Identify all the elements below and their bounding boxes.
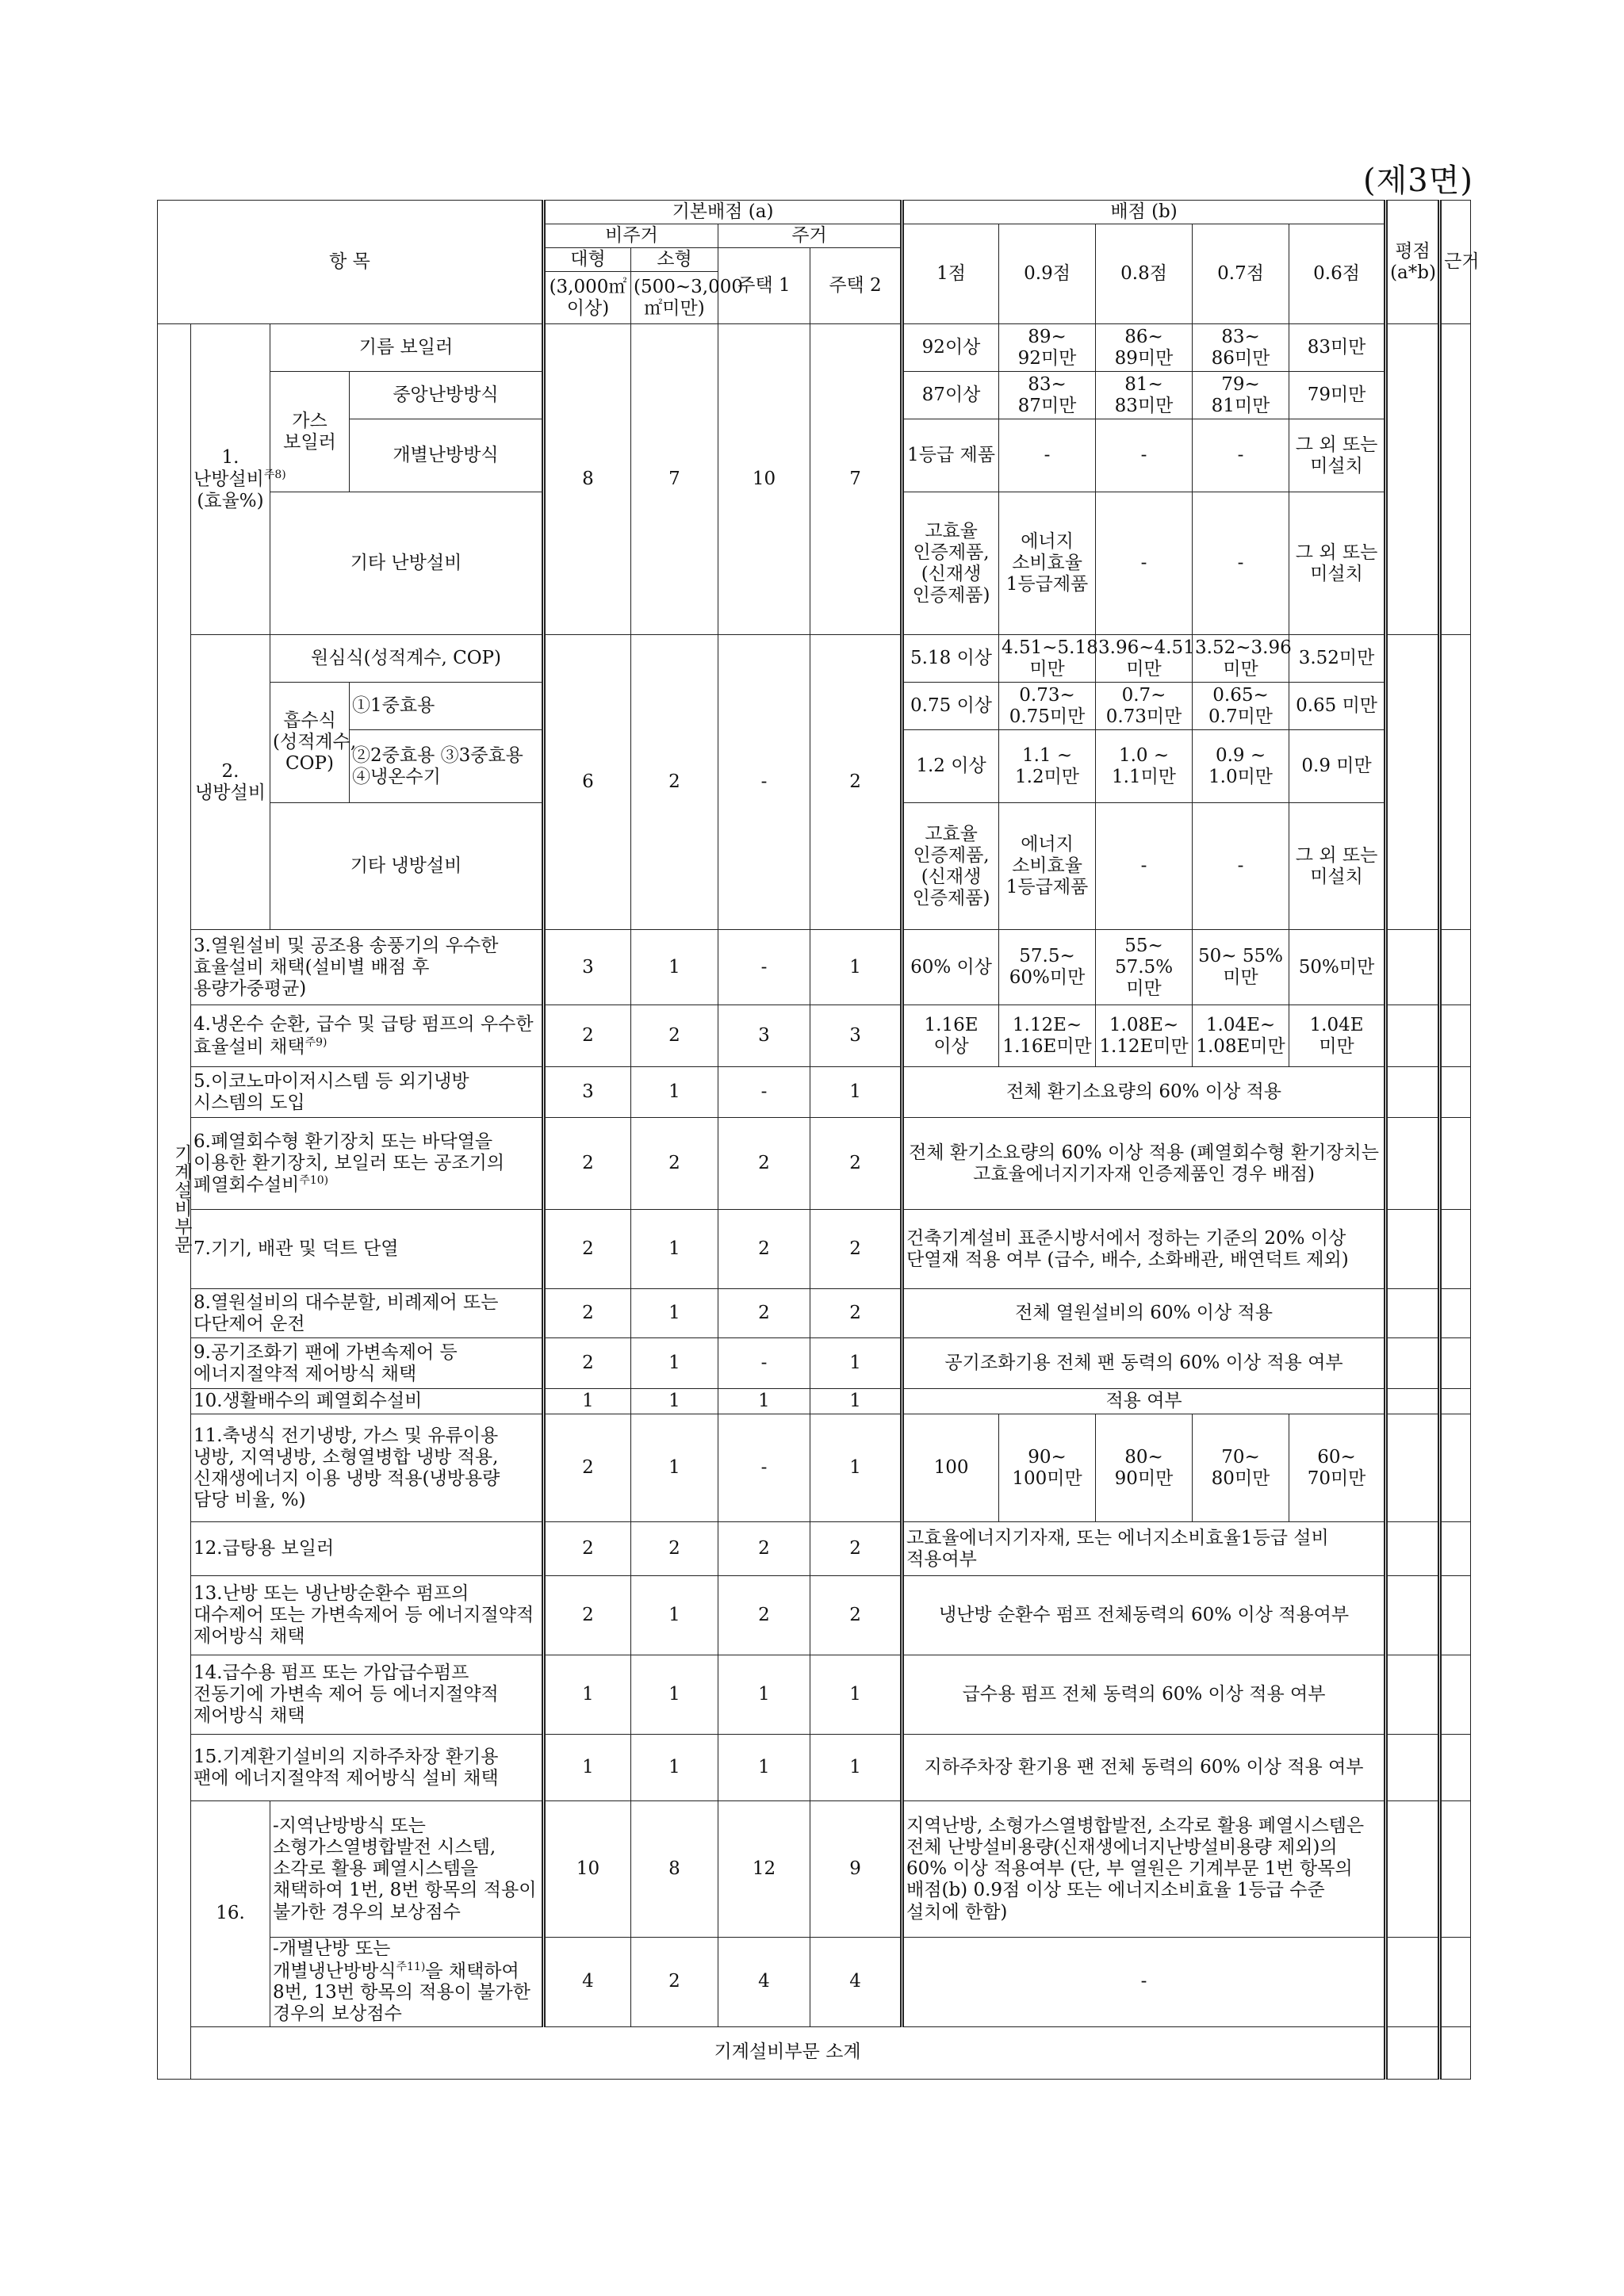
row2-centrifugal-b3: 3.96~4.51 미만: [1096, 635, 1193, 683]
row3-a-large: 3: [544, 930, 631, 1005]
row5-rating[interactable]: [1386, 1067, 1440, 1118]
row2-single-b1: 0.75 이상: [902, 683, 999, 730]
row16a-a-small: 8: [631, 1801, 718, 1938]
row10-label: 10.생활배수의 폐열회수설비: [191, 1389, 544, 1414]
row1-a-small: 7: [631, 324, 718, 635]
row15-a-house2: 1: [810, 1735, 902, 1801]
row4-b3: 1.08E~ 1.12E미만: [1096, 1005, 1193, 1067]
row4-a-large: 2: [544, 1005, 631, 1067]
row8-basis[interactable]: [1440, 1289, 1471, 1338]
row2-single-b4: 0.65~ 0.7미만: [1193, 683, 1289, 730]
row6-basis[interactable]: [1440, 1118, 1471, 1210]
row9-a-small: 1: [631, 1338, 718, 1389]
row16a-criteria: 지역난방, 소형가스열병합발전, 소각로 활용 폐열시스템은 전체 난방설비용량(신재생에너지난방설비용량 제외)의 60% 이상 적용여부 (단, 부 열원은 기계부문 1번 항목의 배점(b) 0.9점 이상 또는 에너지소비효율 1등급 수준 설치에 한함): [902, 1801, 1386, 1938]
row2-multi-b5: 0.9 미만: [1289, 730, 1386, 803]
row12-rating[interactable]: [1386, 1522, 1440, 1576]
row15-basis[interactable]: [1440, 1735, 1471, 1801]
row2-a-small: 2: [631, 635, 718, 930]
row1-oil-boiler: 기름 보일러: [270, 324, 544, 372]
row16b-a-house1: 4: [718, 1938, 810, 2026]
row1-basis[interactable]: [1440, 324, 1471, 635]
row5-criteria: 전체 환기소요량의 60% 이상 적용: [902, 1067, 1386, 1118]
row16a-a-large: 10: [544, 1801, 631, 1938]
row15-criteria: 지하주차장 환기용 팬 전체 동력의 60% 이상 적용 여부: [902, 1735, 1386, 1801]
row13-a-large: 2: [544, 1576, 631, 1655]
row6-rating[interactable]: [1386, 1118, 1440, 1210]
row8-criteria: 전체 열원설비의 60% 이상 적용: [902, 1289, 1386, 1338]
row3-b2: 57.5~ 60%미만: [999, 930, 1096, 1005]
row4-a-small: 2: [631, 1005, 718, 1067]
row5-basis[interactable]: [1440, 1067, 1471, 1118]
row6-a-house2: 2: [810, 1118, 902, 1210]
row8-rating[interactable]: [1386, 1289, 1440, 1338]
row1-oil-b5: 83미만: [1289, 324, 1386, 372]
row7-label: 7.기기, 배관 및 덕트 단열: [191, 1210, 544, 1289]
row2-multi-b1: 1.2 이상: [902, 730, 999, 803]
row5-a-house1: -: [718, 1067, 810, 1118]
row12-a-house1: 2: [718, 1522, 810, 1576]
row11-b5: 60~ 70미만: [1289, 1414, 1386, 1522]
row1-label: 1.난방설비$^{주8)}$ (효율%): [191, 324, 270, 635]
row9-a-house1: -: [718, 1338, 810, 1389]
row13-basis[interactable]: [1440, 1576, 1471, 1655]
row11-b1: 100: [902, 1414, 999, 1522]
row16b-criteria: -: [902, 1938, 1386, 2026]
row15-rating[interactable]: [1386, 1735, 1440, 1801]
row11-rating[interactable]: [1386, 1414, 1440, 1522]
row7-rating[interactable]: [1386, 1210, 1440, 1289]
row1-a-house2: 7: [810, 324, 902, 635]
row2-centrifugal-b4: 3.52~3.96 미만: [1193, 635, 1289, 683]
row2-other-b1: 고효율 인증제품, (신재생 인증제품): [902, 803, 999, 930]
row16a-a-house1: 12: [718, 1801, 810, 1938]
subtotal-basis[interactable]: [1440, 2026, 1471, 2079]
row1-central-b2: 83~ 87미만: [999, 372, 1096, 419]
header-score-b: 배점 (b): [902, 201, 1386, 224]
row16a-rating[interactable]: [1386, 1801, 1440, 1938]
row13-label: 13.난방 또는 냉난방순환수 펌프의 대수제어 또는 가변속제어 등 에너지절약적 제어방식 채택: [191, 1576, 544, 1655]
row9-rating[interactable]: [1386, 1338, 1440, 1389]
row2-label: 2.냉방설비: [191, 635, 270, 930]
row1-other-b2: 에너지 소비효율 1등급제품: [999, 492, 1096, 635]
row3-a-house1: -: [718, 930, 810, 1005]
row4-b2: 1.12E~ 1.16E미만: [999, 1005, 1096, 1067]
row1-individual-b1: 1등급 제품: [902, 419, 999, 492]
row12-a-large: 2: [544, 1522, 631, 1576]
row1-central: 중앙난방방식: [350, 372, 544, 419]
row1-central-b5: 79미만: [1289, 372, 1386, 419]
row2-other-b3: -: [1096, 803, 1193, 930]
row7-a-small: 1: [631, 1210, 718, 1289]
header-item: 항 목: [158, 201, 544, 324]
row2-single-b3: 0.7~ 0.73미만: [1096, 683, 1193, 730]
row2-other-b2: 에너지 소비효율 1등급제품: [999, 803, 1096, 930]
row1-gas-boiler: 가스 보일러: [270, 372, 350, 492]
row2-multi-b3: 1.0 ~ 1.1미만: [1096, 730, 1193, 803]
row14-rating[interactable]: [1386, 1655, 1440, 1735]
row2-other-b5: 그 외 또는 미설치: [1289, 803, 1386, 930]
header-large-sub: (3,000㎡ 이상): [544, 272, 631, 324]
row12-a-house2: 2: [810, 1522, 902, 1576]
row8-a-house2: 2: [810, 1289, 902, 1338]
row5-label: 5.이코노마이저시스템 등 외기냉방 시스템의 도입: [191, 1067, 544, 1118]
row1-individual-b5: 그 외 또는 미설치: [1289, 419, 1386, 492]
row13-a-small: 1: [631, 1576, 718, 1655]
row2-other: 기타 냉방설비: [270, 803, 544, 930]
row1-individual-b2: -: [999, 419, 1096, 492]
row2-a-house2: 2: [810, 635, 902, 930]
header-large: 대형: [544, 248, 631, 272]
row11-a-small: 1: [631, 1414, 718, 1522]
row5-a-large: 3: [544, 1067, 631, 1118]
row16b-a-small: 2: [631, 1938, 718, 2026]
row2-a-large: 6: [544, 635, 631, 930]
row1-other-b5: 그 외 또는 미설치: [1289, 492, 1386, 635]
row4-label: 4.냉온수 순환, 급수 및 급탕 펌프의 우수한 효율설비 채택$^{주9)}$: [191, 1005, 544, 1067]
row1-oil-b4: 83~ 86미만: [1193, 324, 1289, 372]
row1-rating[interactable]: [1386, 324, 1440, 635]
row15-label: 15.기계환기설비의 지하주차장 환기용 팬에 에너지절약적 제어방식 설비 채택: [191, 1735, 544, 1801]
header-house1: 주택 1: [718, 248, 810, 324]
row11-a-house2: 1: [810, 1414, 902, 1522]
row15-a-small: 1: [631, 1735, 718, 1801]
row12-a-small: 2: [631, 1522, 718, 1576]
header-score-09: 0.9점: [999, 224, 1096, 324]
row5-a-small: 1: [631, 1067, 718, 1118]
row1-individual-b3: -: [1096, 419, 1193, 492]
row7-a-large: 2: [544, 1210, 631, 1289]
row10-a-small: 1: [631, 1389, 718, 1414]
row9-a-house2: 1: [810, 1338, 902, 1389]
row11-label: 11.축냉식 전기냉방, 가스 및 유류이용 냉방, 지역냉방, 소형열병합 냉방 적용, 신재생에너지 이용 냉방 적용(냉방용량 담당 비율, %): [191, 1414, 544, 1522]
row2-centrifugal-b2: 4.51~5.18 미만: [999, 635, 1096, 683]
row13-a-house2: 2: [810, 1576, 902, 1655]
row9-basis[interactable]: [1440, 1338, 1471, 1389]
row8-a-large: 2: [544, 1289, 631, 1338]
row12-label: 12.급탕용 보일러: [191, 1522, 544, 1576]
header-basis: 근거: [1440, 201, 1471, 324]
row6-a-house1: 2: [718, 1118, 810, 1210]
row10-basis[interactable]: [1440, 1389, 1471, 1414]
row11-b2: 90~ 100미만: [999, 1414, 1096, 1522]
row9-label: 9.공기조화기 팬에 가변속제어 등 에너지절약적 제어방식 채택: [191, 1338, 544, 1389]
row16a-a-house2: 9: [810, 1801, 902, 1938]
page-label: (제3면): [1363, 163, 1473, 199]
row2-rating[interactable]: [1386, 635, 1440, 930]
row8-label: 8.열원설비의 대수분할, 비례제어 또는 다단제어 운전: [191, 1289, 544, 1338]
row7-a-house2: 2: [810, 1210, 902, 1289]
row2-absorption: 흡수식 (성적계수, COP): [270, 683, 350, 803]
row1-individual: 개별난방방식: [350, 419, 544, 492]
header-score-1: 1점: [902, 224, 999, 324]
row1-oil-b2: 89~ 92미만: [999, 324, 1096, 372]
row10-a-house2: 1: [810, 1389, 902, 1414]
row16b-a-house2: 4: [810, 1938, 902, 2026]
header-score-08: 0.8점: [1096, 224, 1193, 324]
row4-a-house2: 3: [810, 1005, 902, 1067]
row13-rating[interactable]: [1386, 1576, 1440, 1655]
row3-b5: 50%미만: [1289, 930, 1386, 1005]
row7-basis[interactable]: [1440, 1210, 1471, 1289]
row2-centrifugal-b5: 3.52미만: [1289, 635, 1386, 683]
row3-b1: 60% 이상: [902, 930, 999, 1005]
row1-individual-b4: -: [1193, 419, 1289, 492]
row7-criteria: 건축기계설비 표준시방서에서 정하는 기준의 20% 이상 단열재 적용 여부 (급수, 배수, 소화배관, 배연덕트 제외): [902, 1210, 1386, 1289]
row2-multi-b4: 0.9 ~ 1.0미만: [1193, 730, 1289, 803]
row13-criteria: 냉난방 순환수 펌프 전체동력의 60% 이상 적용여부: [902, 1576, 1386, 1655]
row2-multi: ②2중효용 ③3중효용 ④냉온수기: [350, 730, 544, 803]
row14-label: 14.급수용 펌프 또는 가압급수펌프 전동기에 가변속 제어 등 에너지절약적 제어방식 채택: [191, 1655, 544, 1735]
row11-b3: 80~ 90미만: [1096, 1414, 1193, 1522]
row3-a-house2: 1: [810, 930, 902, 1005]
row6-label: 6.폐열회수형 환기장치 또는 바닥열을 이용한 환기장치, 보일러 또는 공조기의 폐열회수설비$^{주10)}$: [191, 1118, 544, 1210]
row16b-basis[interactable]: [1440, 1938, 1471, 2026]
row1-other-b3: -: [1096, 492, 1193, 635]
row1-oil-b3: 86~ 89미만: [1096, 324, 1193, 372]
row2-single: ①1중효용: [350, 683, 544, 730]
row13-a-house1: 2: [718, 1576, 810, 1655]
row3-label: 3.열원설비 및 공조용 송풍기의 우수한 효율설비 채택(설비별 배점 후 용량가중평균): [191, 930, 544, 1005]
row3-rating[interactable]: [1386, 930, 1440, 1005]
row2-centrifugal-b1: 5.18 이상: [902, 635, 999, 683]
row2-single-b2: 0.73~ 0.75미만: [999, 683, 1096, 730]
row4-b4: 1.04E~ 1.08E미만: [1193, 1005, 1289, 1067]
header-rating: 평점 (a*b): [1386, 201, 1440, 324]
evaluation-table: [157, 200, 1480, 2080]
row2-basis[interactable]: [1440, 635, 1471, 930]
row4-a-house1: 3: [718, 1005, 810, 1067]
row14-a-house1: 1: [718, 1655, 810, 1735]
row2-multi-b2: 1.1 ~ 1.2미만: [999, 730, 1096, 803]
header-score-06: 0.6점: [1289, 224, 1386, 324]
header-nonres: 비주거: [544, 224, 718, 248]
row1-central-b4: 79~ 81미만: [1193, 372, 1289, 419]
row10-a-house1: 1: [718, 1389, 810, 1414]
row16a-label: -지역난방방식 또는 소형가스열병합발전 시스템, 소각로 활용 폐열시스템을 채택하여 1번, 8번 항목의 적용이 불가한 경우의 보상점수: [270, 1801, 544, 1938]
header-res: 주거: [718, 224, 902, 248]
row12-basis[interactable]: [1440, 1522, 1471, 1576]
row14-a-large: 1: [544, 1655, 631, 1735]
row4-basis[interactable]: [1440, 1005, 1471, 1067]
header-small-sub: (500~3,000㎡미만): [631, 272, 718, 324]
row6-a-large: 2: [544, 1118, 631, 1210]
row3-b4: 50~ 55%미만: [1193, 930, 1289, 1005]
header-house2: 주택 2: [810, 248, 902, 324]
row11-basis[interactable]: [1440, 1414, 1471, 1522]
row5-a-house2: 1: [810, 1067, 902, 1118]
row6-criteria: 전체 환기소요량의 60% 이상 적용 (폐열회수형 환기장치는 고효율에너지기자재 인증제품인 경우 배점): [902, 1118, 1386, 1210]
row11-b4: 70~ 80미만: [1193, 1414, 1289, 1522]
row1-central-b3: 81~ 83미만: [1096, 372, 1193, 419]
row1-central-b1: 87이상: [902, 372, 999, 419]
header-small: 소형: [631, 248, 718, 272]
row8-a-house1: 2: [718, 1289, 810, 1338]
row4-rating[interactable]: [1386, 1005, 1440, 1067]
row15-a-house1: 1: [718, 1735, 810, 1801]
row16b-rating[interactable]: [1386, 1938, 1440, 2026]
header-score-07: 0.7점: [1193, 224, 1289, 324]
row2-centrifugal: 원심식(성적계수, COP): [270, 635, 544, 683]
subtotal-rating[interactable]: [1386, 2026, 1440, 2079]
subtotal-label: 기계설비부문 소계: [191, 2026, 1386, 2079]
row16b-label: -개별난방 또는 개별냉난방방식$^{주11)}$을 채택하여 8번, 13번 항목의 적용이 불가한 경우의 보상점수: [270, 1938, 544, 2026]
section-label: 기계설비부문: [158, 324, 191, 2079]
row3-basis[interactable]: [1440, 930, 1471, 1005]
row11-a-house1: -: [718, 1414, 810, 1522]
row1-a-large: 8: [544, 324, 631, 635]
row11-a-large: 2: [544, 1414, 631, 1522]
row4-b5: 1.04E 미만: [1289, 1005, 1386, 1067]
row1-oil-b1: 92이상: [902, 324, 999, 372]
row9-criteria: 공기조화기용 전체 팬 동력의 60% 이상 적용 여부: [902, 1338, 1386, 1389]
row2-a-house1: -: [718, 635, 810, 930]
row10-a-large: 1: [544, 1389, 631, 1414]
row16a-basis[interactable]: [1440, 1801, 1471, 1938]
row14-a-small: 1: [631, 1655, 718, 1735]
row1-other-b4: -: [1193, 492, 1289, 635]
row10-rating[interactable]: [1386, 1389, 1440, 1414]
row14-a-house2: 1: [810, 1655, 902, 1735]
header-base-score: 기본배점 (a): [544, 201, 902, 224]
row8-a-small: 1: [631, 1289, 718, 1338]
row6-a-small: 2: [631, 1118, 718, 1210]
row1-a-house1: 10: [718, 324, 810, 635]
row3-b3: 55~ 57.5%미만: [1096, 930, 1193, 1005]
row14-criteria: 급수용 펌프 전체 동력의 60% 이상 적용 여부: [902, 1655, 1386, 1735]
row4-b1: 1.16E 이상: [902, 1005, 999, 1067]
row2-other-b4: -: [1193, 803, 1289, 930]
row15-a-large: 1: [544, 1735, 631, 1801]
row3-a-small: 1: [631, 930, 718, 1005]
row12-criteria: 고효율에너지기자재, 또는 에너지소비효율1등급 설비 적용여부: [902, 1522, 1386, 1576]
row1-other: 기타 난방설비: [270, 492, 544, 635]
row16-label: 16.: [191, 1801, 270, 2026]
row7-a-house1: 2: [718, 1210, 810, 1289]
row14-basis[interactable]: [1440, 1655, 1471, 1735]
row16b-a-large: 4: [544, 1938, 631, 2026]
row2-single-b5: 0.65 미만: [1289, 683, 1386, 730]
row9-a-large: 2: [544, 1338, 631, 1389]
row10-criteria: 적용 여부: [902, 1389, 1386, 1414]
row1-other-b1: 고효율 인증제품, (신재생 인증제품): [902, 492, 999, 635]
